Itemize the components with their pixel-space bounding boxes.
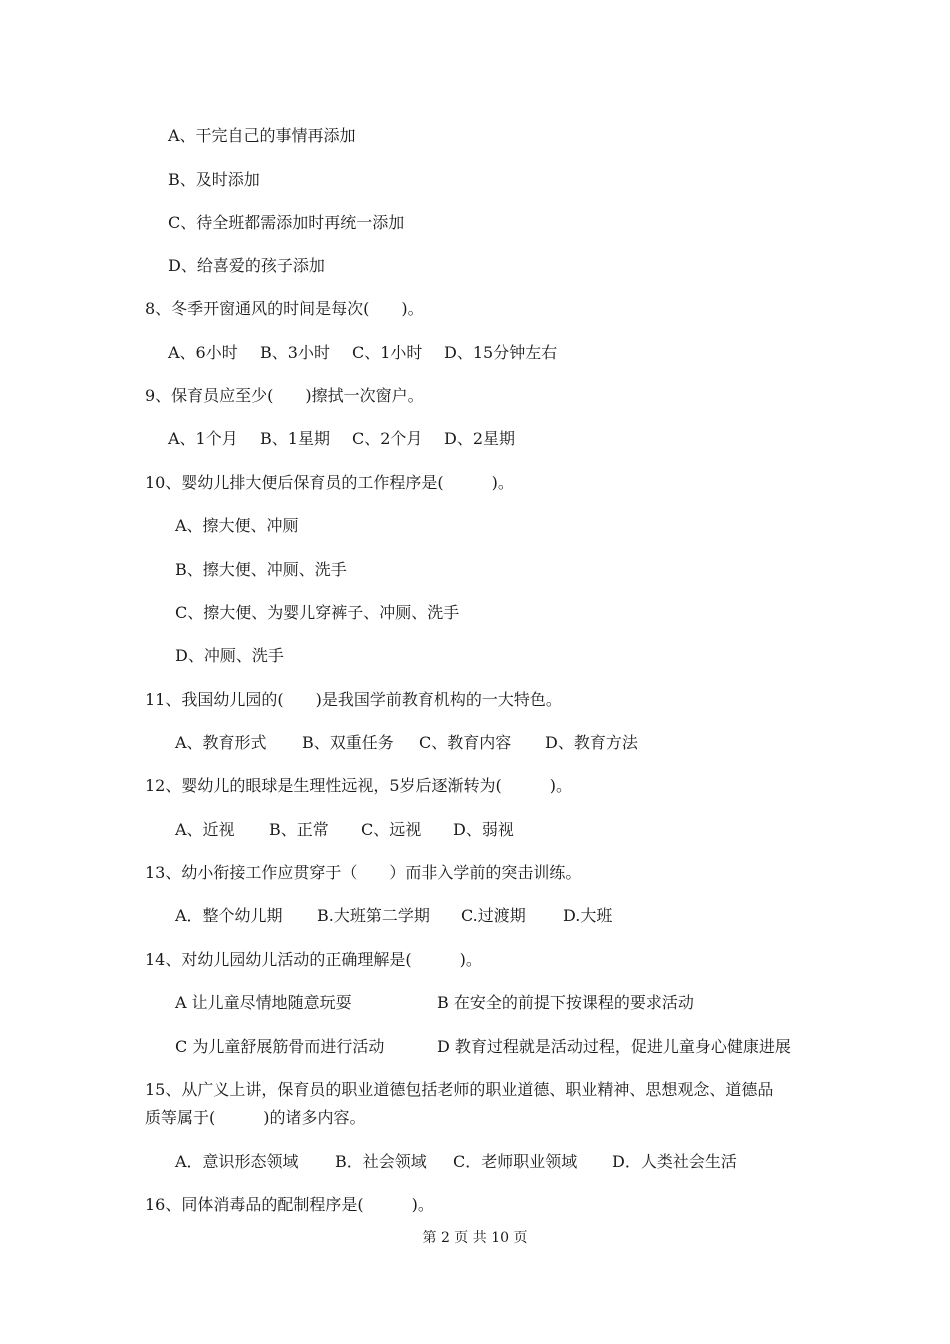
q13-option-c: C.过渡期	[461, 906, 526, 925]
q8-option-d: D、15分钟左右	[444, 343, 558, 362]
q7-option-d: D、给喜爱的孩子添加	[168, 256, 325, 275]
q13-option-b: B.大班第二学期	[317, 906, 430, 925]
q8-option-c: C、1小时	[352, 343, 423, 362]
q8-option-a: A、6小时	[168, 343, 238, 362]
q13-option-d: D.大班	[563, 906, 613, 925]
q10-stem: 10、婴幼儿排大便后保育员的工作程序是( )。	[145, 473, 514, 492]
q9-option-a: A、1个月	[168, 429, 238, 448]
q16-stem: 16、同体消毒品的配制程序是( )。	[145, 1195, 434, 1214]
q8-option-b: B、3小时	[260, 343, 330, 362]
q11-option-a: A、教育形式	[175, 733, 267, 752]
q15-option-a: A．意识形态领域	[175, 1152, 299, 1171]
q15-stem-line1: 15、从广义上讲，保育员的职业道德包括老师的职业道德、职业精神、思想观念、道德品	[145, 1080, 774, 1099]
q14-option-c: C 为儿童舒展筋骨而进行活动	[175, 1037, 385, 1056]
q10-option-a: A、擦大便、冲厕	[175, 516, 299, 535]
q15-stem-line2: 质等属于( )的诸多内容。	[145, 1108, 366, 1127]
q7-option-c: C、待全班都需添加时再统一添加	[168, 213, 405, 232]
q13-option-a: A．整个幼儿期	[175, 906, 283, 925]
q10-option-b: B、擦大便、冲厕、洗手	[175, 560, 347, 579]
q9-option-b: B、1星期	[260, 429, 330, 448]
q13-stem: 13、幼小衔接工作应贯穿于（ ）而非入学前的突击训练。	[145, 863, 582, 882]
q8-stem: 8、冬季开窗通风的时间是每次( )。	[145, 299, 424, 318]
q11-option-c: C、教育内容	[419, 733, 512, 752]
q10-option-c: C、擦大便、为婴儿穿裤子、冲厕、洗手	[175, 603, 460, 622]
q15-option-d: D．人类社会生活	[612, 1152, 737, 1171]
q15-option-b: B．社会领域	[335, 1152, 427, 1171]
q10-option-d: D、冲厕、洗手	[175, 646, 284, 665]
q15-option-c: C．老师职业领域	[453, 1152, 578, 1171]
q12-option-b: B、正常	[269, 820, 329, 839]
q7-option-a: A、干完自己的事情再添加	[168, 126, 356, 145]
q11-stem: 11、我国幼儿园的( )是我国学前教育机构的一大特色。	[145, 690, 562, 709]
q11-option-d: D、教育方法	[545, 733, 638, 752]
q14-option-b: B 在安全的前提下按课程的要求活动	[437, 993, 694, 1012]
q9-option-c: C、2个月	[352, 429, 423, 448]
q11-option-b: B、双重任务	[302, 733, 394, 752]
q9-stem: 9、保育员应至少( )擦拭一次窗户。	[145, 386, 424, 405]
q14-option-d: D 教育过程就是活动过程，促进儿童身心健康进展	[437, 1037, 791, 1056]
q9-option-d: D、2星期	[444, 429, 516, 448]
q14-stem: 14、对幼儿园幼儿活动的正确理解是( )。	[145, 950, 482, 969]
q12-option-a: A、近视	[175, 820, 235, 839]
q12-stem: 12、婴幼儿的眼球是生理性远视，5岁后逐渐转为( )。	[145, 776, 573, 795]
q12-option-c: C、远视	[361, 820, 422, 839]
q7-option-b: B、及时添加	[168, 170, 260, 189]
q14-option-a: A 让儿童尽情地随意玩耍	[175, 993, 352, 1012]
q12-option-d: D、弱视	[453, 820, 514, 839]
page-number-footer: 第 2 页 共 10 页	[422, 1230, 528, 1246]
